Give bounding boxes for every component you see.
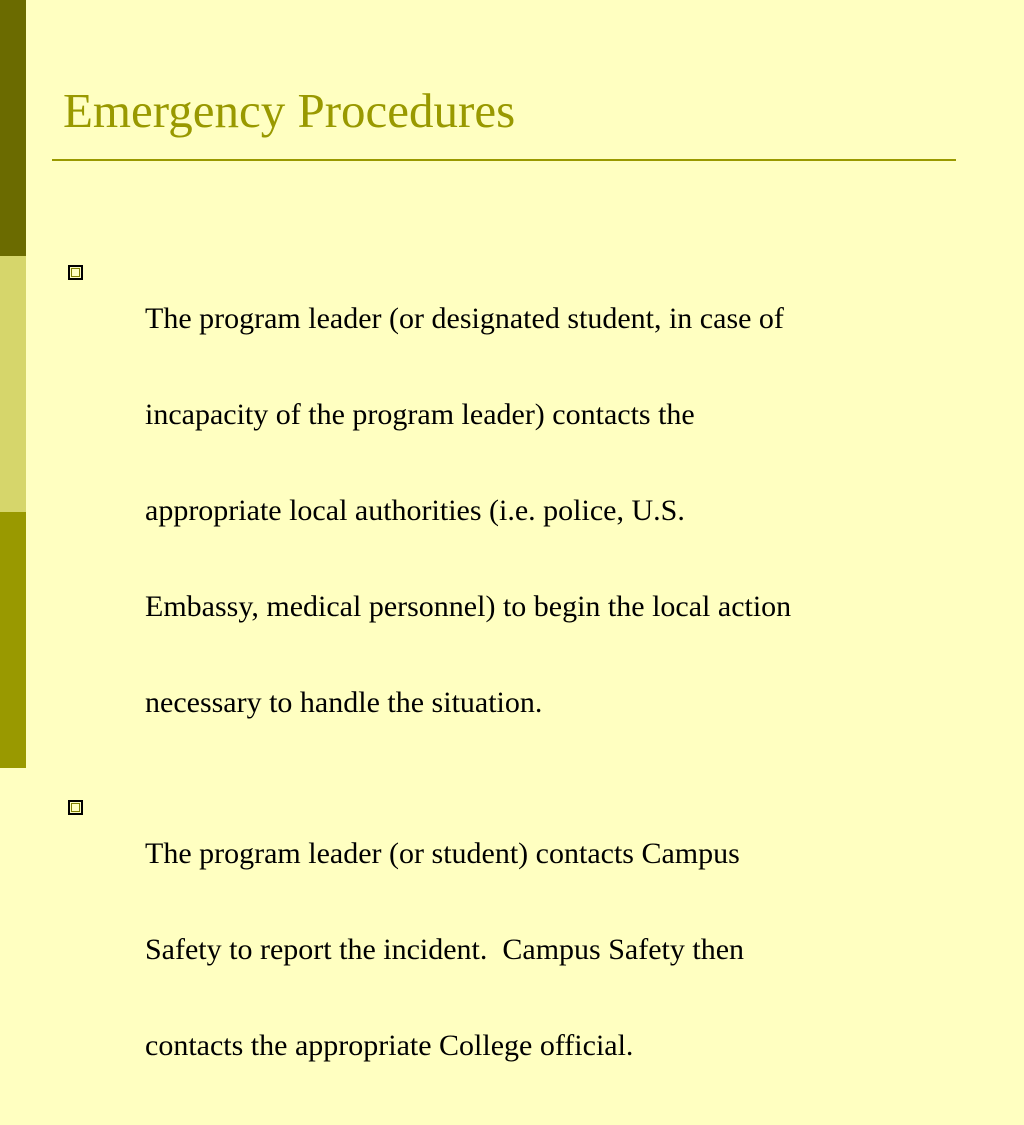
bullet-1-line-1: The program leader (or designated student, in case of [145,302,784,335]
bullet-text-1 [100,247,964,775]
side-bar-middle-segment [0,256,26,512]
title-underline-rule [52,159,956,161]
bullet-1-line-3: appropriate local authorities (i.e. police, U.S. [145,494,685,527]
bullet-list [64,247,964,1125]
side-accent-bar [0,0,26,768]
bullet-item-1 [64,247,964,775]
bullet-1-line-4: Embassy, medical personnel) to begin the local action [145,590,792,623]
side-bar-bottom-segment [0,512,26,768]
square-bullet-icon [68,265,83,280]
bullet-2-line-3: contacts the appropriate College official. [145,1029,634,1062]
bullet-text-2 [100,782,964,1118]
bullet-item-2 [64,782,964,1118]
bullet-2-line-2: Safety to report the incident. Campus Safety then [145,933,745,966]
bullet-2-line-1: The program leader (or student) contacts Campus [145,837,740,870]
bullet-1-line-5: necessary to handle the situation. [145,686,543,719]
bullet-1-line-2: incapacity of the program leader) contacts the [145,398,695,431]
square-bullet-icon [68,800,83,815]
slide-title: Emergency Procedures [63,83,516,138]
side-bar-top-segment [0,0,26,256]
